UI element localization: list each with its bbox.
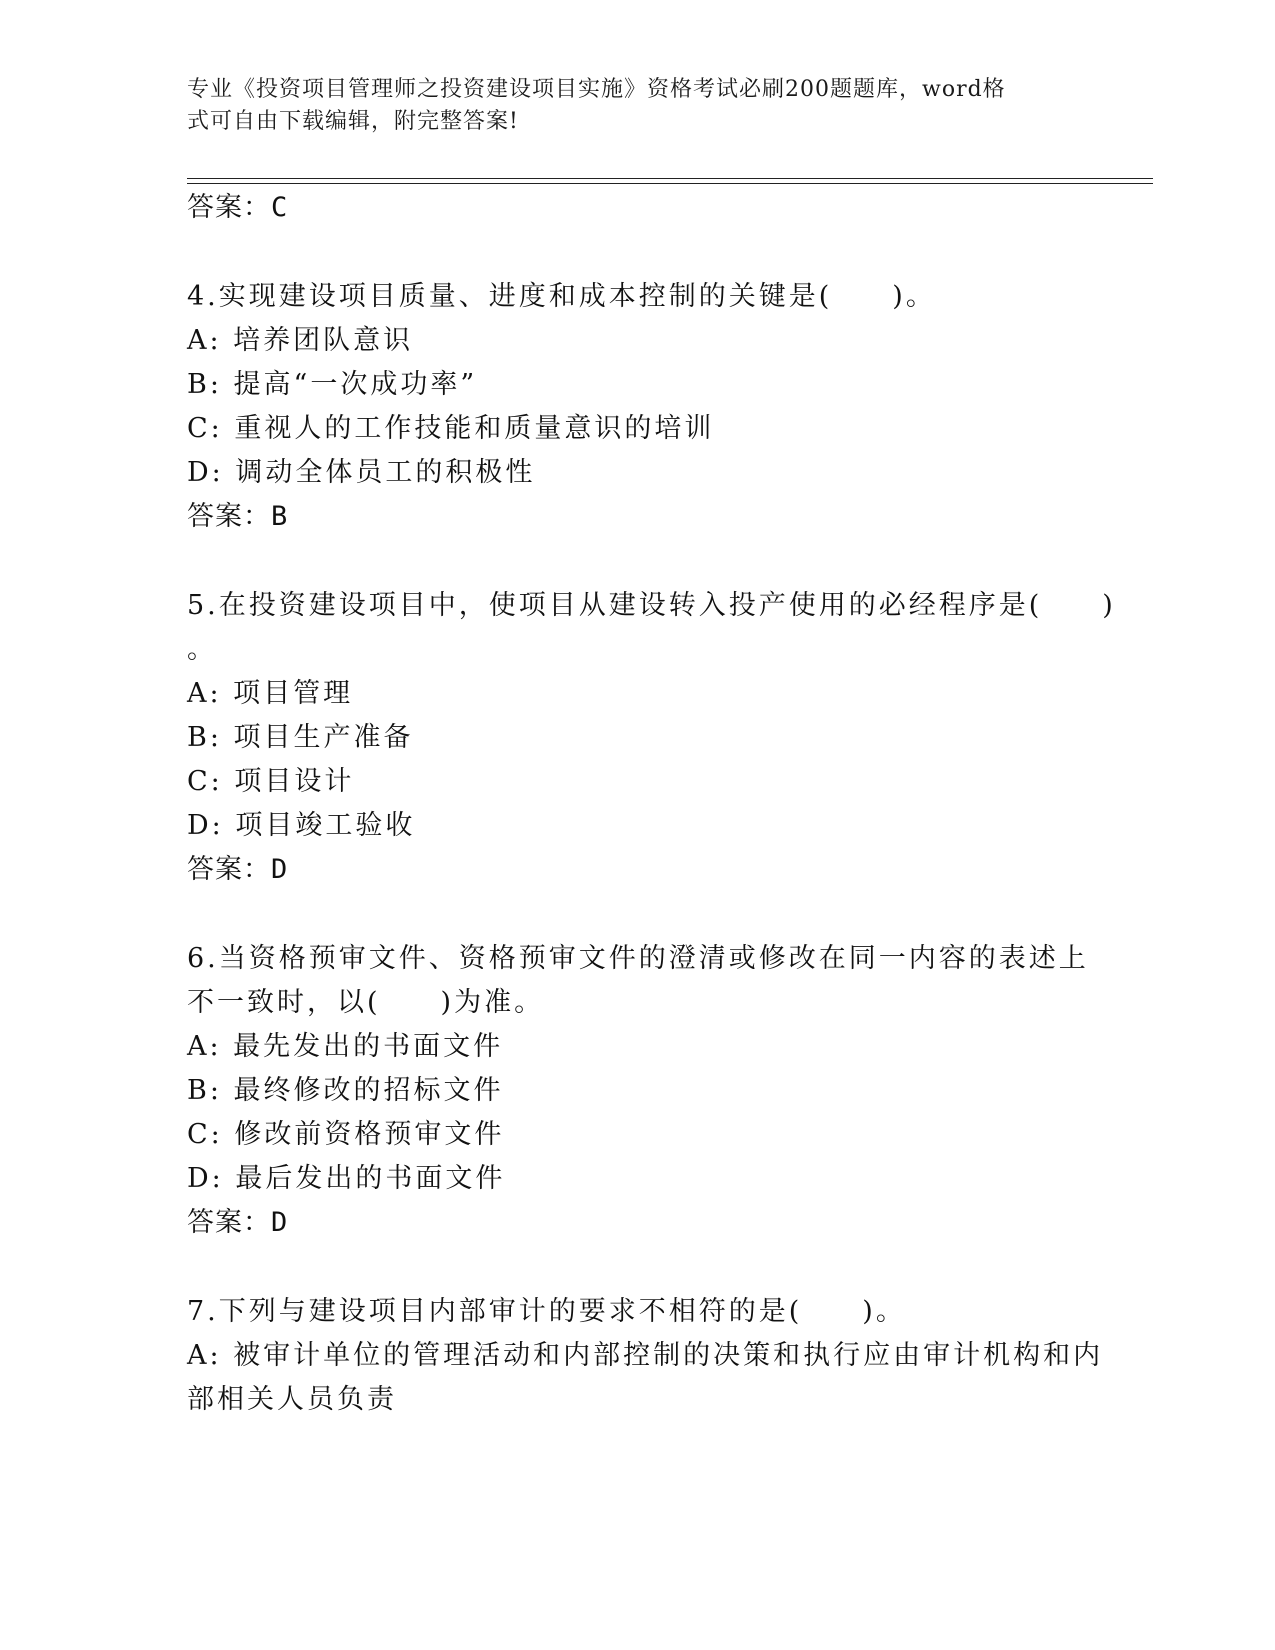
q6-stem-line-1: 6.当资格预审文件、资格预审文件的澄清或修改在同一内容的表述上: [187, 943, 1089, 974]
q7-stem: 7.下列与建设项目内部审计的要求不相符的是( )。: [187, 1296, 906, 1327]
q4-option-c: C: 重视人的工作技能和质量意识的培训: [187, 413, 715, 444]
q5-stem-line-1: 5.在投资建设项目中，使项目从建设转入投产使用的必经程序是( ): [187, 590, 1116, 621]
q4-answer: [187, 494, 1067, 540]
answer-prefix: 答案：: [187, 192, 271, 223]
q3-answer: [187, 185, 1067, 231]
q5-option-d: D: 项目竣工验收: [187, 810, 416, 841]
answer-prefix: 答案：: [187, 501, 271, 532]
answer-prefix: 答案：: [187, 1207, 271, 1238]
answer-value: D: [271, 854, 289, 885]
q7-option-a-line-2: 部相关人员负责: [187, 1384, 397, 1415]
intro-line-1: 专业《投资项目管理师之投资建设项目实施》资格考试必刷200题题库，word格: [187, 77, 1006, 102]
q5-option-c: C: 项目设计: [187, 766, 355, 797]
q6-answer: [187, 1200, 1067, 1246]
q6-option-a: A: 最先发出的书面文件: [187, 1031, 504, 1062]
q7-option-a-line-1: A: 被审计单位的管理活动和内部控制的决策和执行应由审计机构和内: [187, 1340, 1104, 1371]
q5-option-a: A: 项目管理: [187, 678, 354, 709]
q6-option-c: C: 修改前资格预审文件: [187, 1119, 505, 1150]
answer-value: B: [271, 501, 289, 532]
header-divider-bottom: [187, 183, 1153, 184]
intro-line-2: 式可自由下载编辑，附完整答案!: [187, 109, 519, 134]
header-divider-top: [187, 178, 1153, 179]
q6-option-b: B: 最终修改的招标文件: [187, 1075, 504, 1106]
q5-answer: [187, 847, 1067, 893]
q4-option-a: A: 培养团队意识: [187, 325, 414, 356]
document-intro: [187, 74, 1067, 138]
q5-option-b: B: 项目生产准备: [187, 722, 414, 753]
answer-value: D: [271, 1207, 289, 1238]
q4-option-b: B: 提高“一次成功率”: [187, 369, 478, 400]
q6-option-d: D: 最后发出的书面文件: [187, 1163, 506, 1194]
answer-prefix: 答案：: [187, 854, 271, 885]
q5-stem-line-2: 。: [187, 634, 217, 665]
answer-value: C: [271, 192, 289, 223]
q4-stem: 4.实现建设项目质量、进度和成本控制的关键是( )。: [187, 281, 936, 312]
q4-option-d: D: 调动全体员工的积极性: [187, 457, 536, 488]
q6-stem-line-2: 不一致时，以( )为准。: [187, 987, 545, 1018]
